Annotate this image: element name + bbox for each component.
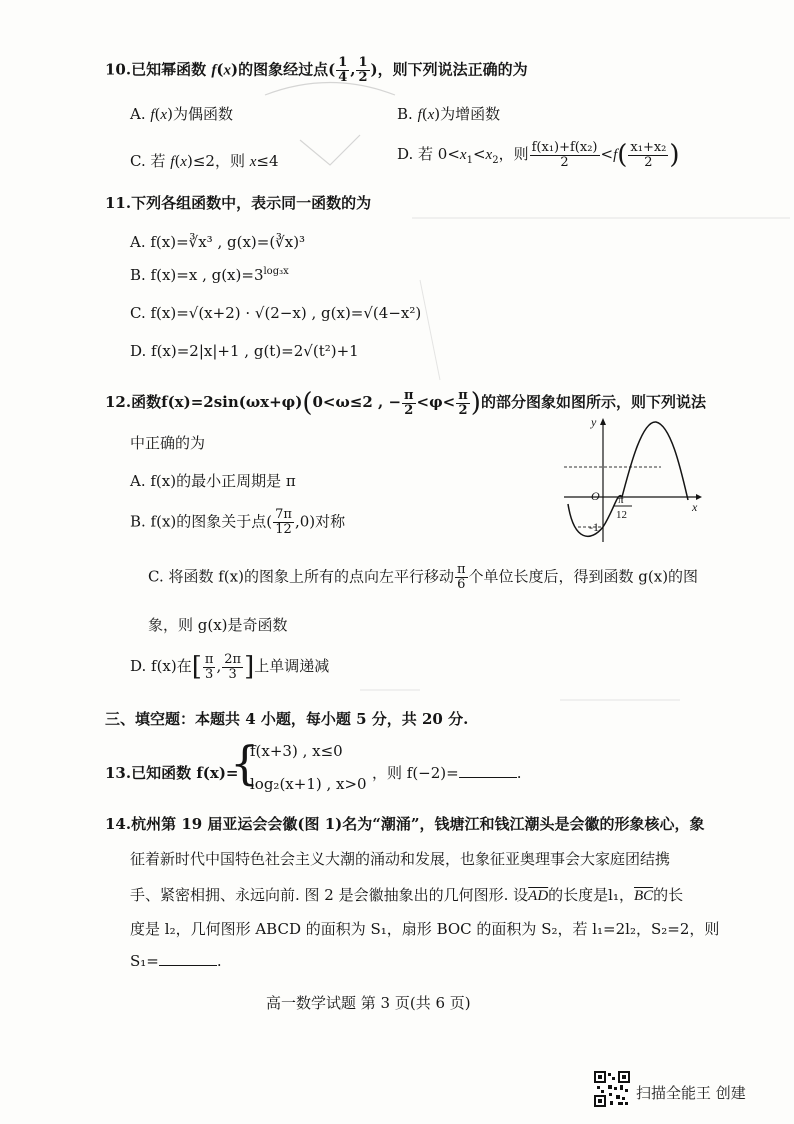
q10-stem: 10.已知幂函数 f(x)的图象经过点( $\frac{1}{4}$ , $\frac{1}{2}$ )，则下列说法正确的为 [105,55,528,85]
y-axis-arrow [600,418,606,425]
q12-option-a: A. f(x)的最小正周期是 π [130,472,296,490]
graph-tick-num: π [618,494,624,506]
q12-option-c: C. 将函数 f(x)的图象上所有的点向左平行移动 $\frac{\pi}{6}$ 个单位长度后，得到函数 g(x)的图 [148,562,699,592]
q13-stem: 13.已知函数 f(x)= [105,764,239,782]
q10-option-b: B. f(x)为增函数 [397,105,501,123]
q14-answer-blank[interactable] [159,965,217,966]
q13-case1: f(x+3) , x≤0 [250,742,343,760]
graph-neg-one-label: -1 [589,520,599,534]
q12-stem: 12.函数f(x)=2sin(ωx+φ)(0<ω≤2 , − $\frac{\pi}{2}$ <φ< $\frac{\pi}{2}$ )的部分图象如图所示，则下列说法 [105,387,706,418]
q10-option-d: D. 若 $0<x_1<x_2$，则 $\frac{\text{f(x₁)+f(x₂)}}{2}$ <f( $\frac{\text{x₁+x₂}}{2}$ ) [397,139,680,170]
q12-stem-cont: 中正确的为 [130,434,206,452]
qr-code-icon [594,1071,630,1107]
page-footer: 高一数学试题 第 3 页(共 6 页) [266,994,471,1012]
q13-answer-blank[interactable] [459,777,517,778]
graph-origin-label: O [591,489,600,503]
q12-option-d: D. f(x)在[ $\frac{\pi}{3}$ , $\frac{2\pi}{3}$ ]上单调递减 [130,651,330,682]
q13-tail: ，则 f(−2)= . [372,764,522,782]
section3-heading: 三、填空题：本题共 4 小题，每小题 5 分，共 20 分. [105,710,469,728]
q11-option-d: D. f(x)=2|x|+1 , g(t)=2√(t²)+1 [130,342,359,360]
q12-option-b: B. f(x)的图象关于点( $\frac{7\pi}{12}$ ,0)对称 [130,507,346,537]
q11-option-a: A. f(x)=∛x³ , g(x)=(∛x)³ [130,233,306,251]
graph-x-label: x [692,500,698,514]
q11-stem: 11.下列各组函数中，表示同一函数的为 [105,194,372,212]
q14-line3: 手、紧密相拥、永远向前. 图 2 是会徽抽象出的几何图形. 设$\overline{AD}$的长度是l₁，$\overline{BC}$的长 [130,886,684,904]
graph-tick-den: 12 [616,509,627,521]
q11-option-c: C. f(x)=√(x+2) · √(2−x) , g(x)=√(4−x²) [130,304,422,322]
sine-curve [568,422,688,536]
q14-line2: 征着新时代中国特色社会主义大潮的涌动和发展，也象征亚奥理事会大家庭团结携 [130,850,671,868]
q14-line4: 度是 l₂，几何图形 ABCD 的面积为 S₁，扇形 BOC 的面积为 S₂，若 l₁=2l₂，S₂=2，则 [130,920,720,938]
q13-brace: { [230,736,260,790]
q12-sine-graph [556,410,706,550]
q10-option-c: C. 若 f(x)≤2，则 x≤4 [130,152,279,170]
scanner-watermark: 扫描全能王 创建 [636,1084,746,1102]
graph-y-label: y [591,415,597,429]
q13-case2: log₂(x+1) , x>0 [250,775,367,793]
q14-line1: 14.杭州第 19 届亚运会会徽(图 1)名为“潮涌”，钱塘江和钱江潮头是会徽的形象核心，象 [105,815,705,833]
q10-option-a: A. f(x)为偶函数 [130,105,233,123]
q11-option-b: B. f(x)=x , $g(x)=3^{log_3x}$ [130,266,289,284]
q12-option-c-cont: 象，则 g(x)是奇函数 [148,616,288,634]
q14-line5: S₁= . [130,952,222,970]
